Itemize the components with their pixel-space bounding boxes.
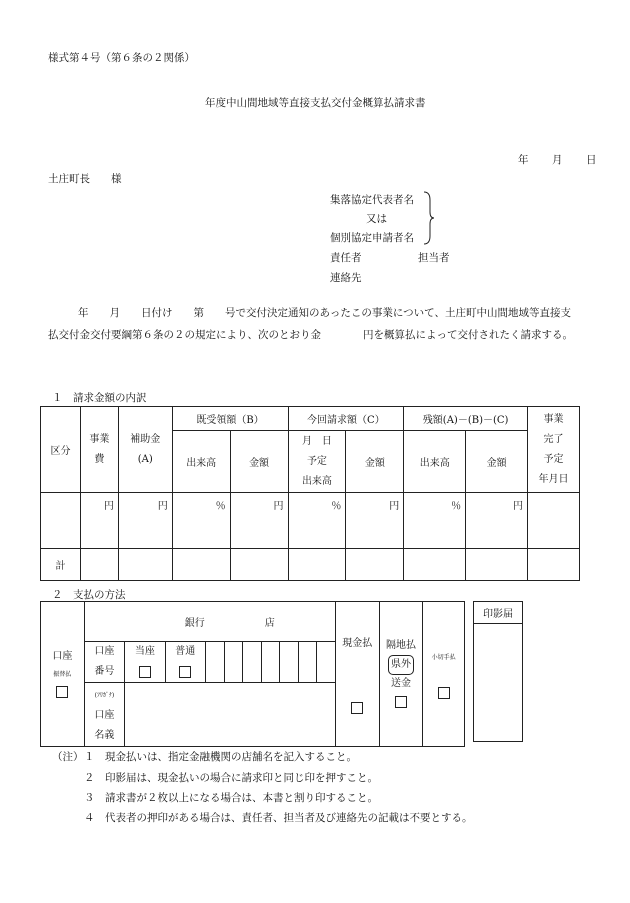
- header-amount-b: 金額: [230, 431, 288, 493]
- transfer-label: 振替払: [53, 671, 72, 678]
- header-planned-progress: 月 日 予定 出来高: [288, 431, 346, 493]
- header-subsidy: 補助金 (A): [118, 407, 172, 493]
- account-digit[interactable]: [261, 642, 280, 683]
- bank-branch-cell[interactable]: 銀行 店: [84, 602, 335, 642]
- section1-heading: １ 請求金額の内訳: [52, 392, 147, 404]
- check-payment-cell: 小切手払: [423, 602, 465, 747]
- seal-registration-table: [473, 601, 523, 742]
- form-number: 様式第４号（第６条の２関係）: [48, 52, 195, 64]
- contact-label: 連絡先: [330, 272, 362, 284]
- account-digit[interactable]: [243, 642, 262, 683]
- table-row-total: [41, 549, 580, 581]
- cell-percent[interactable]: ％: [404, 493, 466, 549]
- check-payment-checkbox[interactable]: [438, 687, 450, 699]
- account-digit[interactable]: [224, 642, 243, 683]
- table-row: [41, 493, 580, 549]
- seal-box[interactable]: [474, 624, 523, 742]
- outside-prefecture-label: 県外: [388, 655, 415, 675]
- date-month: 月: [552, 154, 563, 166]
- curly-brace-icon: [422, 190, 436, 246]
- current-account-option: 当座: [125, 642, 165, 683]
- header-amount-r: 金額: [466, 431, 528, 493]
- cell-yen[interactable]: 円: [346, 493, 404, 549]
- document-title: 年度中山間地域等直接支払交付金概算払請求書: [205, 97, 426, 109]
- staff-label: 担当者: [418, 252, 450, 264]
- account-holder-label: (ﾌﾘｶﾞﾅ) 口座 名義: [84, 683, 124, 747]
- header-project-cost: 事業 費: [80, 407, 118, 493]
- header-category: 区分: [41, 407, 81, 493]
- account-digit[interactable]: [205, 642, 224, 683]
- savings-account-checkbox[interactable]: [179, 666, 191, 678]
- notes-label: （注）: [52, 751, 84, 763]
- seal-label: 印影届: [474, 602, 523, 624]
- payment-method-table: [40, 601, 465, 747]
- cash-payment-cell: 現金払: [335, 602, 379, 747]
- individual-applicant-label: 個別協定申請者名: [330, 232, 414, 244]
- breakdown-table: [40, 406, 580, 581]
- header-amount-c: 金額: [346, 431, 404, 493]
- savings-account-option: 普通: [165, 642, 205, 683]
- header-current-request: 今回請求額（C）: [288, 407, 404, 431]
- cell-yen[interactable]: 円: [80, 493, 118, 549]
- addressee: 土庄町長 様: [48, 173, 122, 185]
- cell-yen[interactable]: 円: [466, 493, 528, 549]
- remote-payment-cell: 隔地払 県外 送金: [379, 602, 423, 747]
- cell-percent[interactable]: ％: [172, 493, 230, 549]
- note-item: ３ 請求書が２枚以上になる場合は、本書と割り印すること。: [84, 792, 378, 804]
- note-item: １ 現金払いは、指定金融機関の店舗名を記入すること。: [84, 751, 357, 763]
- account-label: 口座: [52, 651, 73, 662]
- account-number-label: 口座 番号: [84, 642, 124, 683]
- header-remaining: 残額(A)－(B)－(C): [404, 407, 528, 431]
- cell-date[interactable]: [528, 493, 580, 549]
- or-label: 又は: [366, 213, 387, 225]
- cash-checkbox[interactable]: [351, 702, 363, 714]
- section2-heading: ２ 支払の方法: [52, 589, 126, 601]
- note-item: ２ 印影届は、現金払いの場合に請求印と同じ印を押すこと。: [84, 772, 378, 784]
- header-received: 既受領額（B）: [172, 407, 288, 431]
- current-account-checkbox[interactable]: [139, 666, 151, 678]
- header-completion-date: 事業 完了 予定 年月日: [528, 407, 580, 493]
- representative-label: 集落協定代表者名: [330, 194, 414, 206]
- header-progress-r: 出来高: [404, 431, 466, 493]
- remote-checkbox[interactable]: [395, 696, 407, 708]
- cell-percent[interactable]: ％: [288, 493, 346, 549]
- responsible-label: 責任者: [330, 252, 362, 264]
- account-transfer-checkbox[interactable]: [56, 686, 68, 698]
- cell-yen[interactable]: 円: [118, 493, 172, 549]
- account-holder-field[interactable]: [125, 683, 336, 747]
- account-digit[interactable]: [298, 642, 317, 683]
- request-body-line2: 払交付金交付要綱第６条の２の規定により、次のとおり金 円を概算払によって交付されたく請求する。: [48, 329, 573, 341]
- date-year: 年: [518, 154, 529, 166]
- note-item: ４ 代表者の押印がある場合は、責任者、担当者及び連絡先の記載は不要とする。: [84, 812, 473, 824]
- request-body-line1: 年 月 日付け 第 号で交付決定通知のあったこの事業について、土庄町中山間地域等直接支: [78, 307, 571, 319]
- header-progress-b: 出来高: [172, 431, 230, 493]
- account-transfer-cell: [41, 602, 85, 747]
- date-day: 日: [586, 154, 597, 166]
- cell-yen[interactable]: 円: [230, 493, 288, 549]
- account-digit[interactable]: [280, 642, 299, 683]
- total-label: 計: [41, 549, 81, 581]
- account-digit[interactable]: [317, 642, 336, 683]
